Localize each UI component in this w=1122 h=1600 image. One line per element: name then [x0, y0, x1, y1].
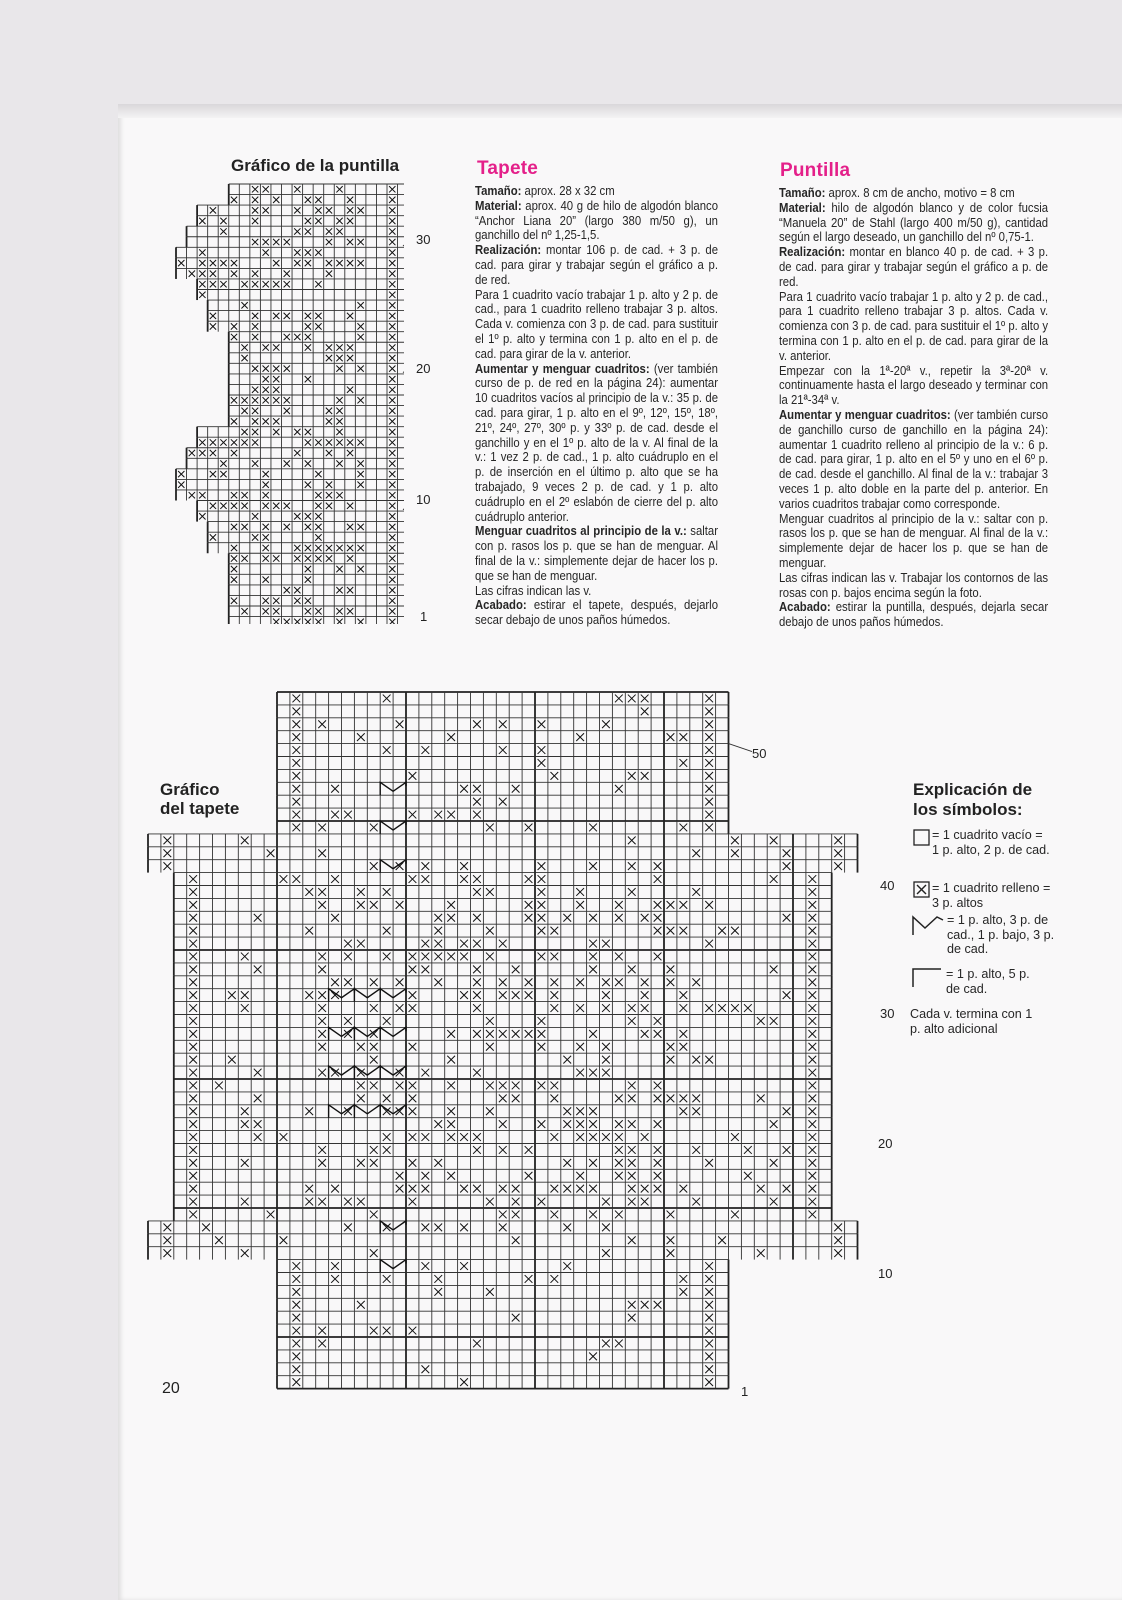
legend-title-line2: los símbolos:: [913, 800, 1023, 819]
tapete-row-label-20: 20: [878, 1136, 893, 1151]
legend-title-line1: Explicación de: [913, 780, 1033, 799]
tapete-paragraph: [475, 598, 718, 628]
puntilla-title: Puntilla: [780, 160, 851, 181]
puntilla-chart-grid: [172, 180, 404, 624]
puntilla-paragraph-label: Aumentar y menguar cuadritos:: [779, 407, 951, 422]
puntilla-paragraph: [779, 571, 1048, 601]
puntilla-paragraph-label: Acabado:: [779, 600, 831, 615]
tapete-paragraph: [475, 584, 718, 599]
puntilla-paragraph: [779, 408, 1048, 512]
tapete-paragraph-label: Tamaño:: [475, 184, 522, 198]
tapete-paragraph: [475, 184, 718, 199]
puntilla-paragraph-text: Para 1 cuadrito vacío trabajar 1 p. alto y 2 p. de cad., para 1 cuadrito relleno trabajar 3 p. altos. Cada v. comienza con 3 p. de cad. para sustituir el 1º p. alto y termina con 1 p. alto en el p. de cad. para girar de la v. anterior.: [779, 289, 1049, 363]
tapete-chart-title-line1: Gráfico: [160, 780, 220, 799]
puntilla-paragraph-text: (ver también curso de ganchillo curso de ganchillo en la página 24): aumentar 1 cuadrito relleno al principio de la v.: 6 p. de cad. para girar, 1 p. alto en el 5º y uno en el 6º p. de cad. desde el ganchillo. Al final de la v.: trabajar 3 veces 1 p. alto doble en la parte del p. anterior. En varios cuadritos trabajar como corresponde.: [779, 407, 1049, 511]
legend-title: [913, 780, 1032, 820]
puntilla-instructions: [779, 186, 1048, 630]
tapete-chart-title-line2: del tapete: [160, 799, 240, 818]
puntilla-paragraph-text: Menguar cuadritos al principio de la v.: saltar con p. rasos los p. que se han de menguar. Al final de la v.: simplemente dejar de hacer los p. que se han de menguar.: [779, 511, 1049, 570]
tapete-row-label-10: 10: [878, 1266, 893, 1281]
tapete-paragraph-text: Las cifras indican las v.: [475, 583, 592, 598]
bridge-stitch-icon: [911, 966, 947, 988]
legend-note: Cada v. termina con 1 p. alto adicional: [910, 1007, 1033, 1036]
tapete-paragraph-label: Acabado:: [475, 598, 527, 613]
tapete-title: Tapete: [477, 158, 539, 179]
tapete-paragraph: [475, 199, 718, 243]
puntilla-paragraph: [779, 600, 1048, 630]
puntilla-chart-title: Gráfico de la puntilla: [231, 156, 400, 175]
puntilla-paragraph-text: Empezar con la 1ª-20ª v., repetir la 3ª-20ª v. continuamente hasta el largo deseado y terminar con la 21ª-34ª v.: [779, 363, 1049, 408]
puntilla-paragraph-text: aprox. 8 cm de ancho, motivo = 8 cm: [825, 186, 1015, 200]
puntilla-row-label-1: 1: [420, 609, 428, 624]
puntilla-row-label-30: 30: [416, 232, 431, 247]
tapete-paragraph-text: saltar con p. rasos los p. que se han de menguar. Al final de la v.: simplemente dejar de hacer los p. que se han de menguar.: [475, 524, 719, 583]
tapete-paragraph: [475, 288, 718, 362]
legend-item-empty: = 1 cuadrito vacío = 1 p. alto, 2 p. de cad.: [932, 828, 1050, 857]
tapete-paragraph: [475, 243, 718, 287]
tapete-row-label-1: 1: [741, 1384, 749, 1399]
legend-item-v-stitch: = 1 p. alto, 3 p. de cad., 1 p. bajo, 3 p. de cad.: [947, 913, 1055, 956]
filled-x-square-icon: [913, 881, 931, 899]
tapete-paragraph-text: aprox. 40 g de hilo de algodón blanco “Anchor Liana 20” (largo 380 m/50 g), un ganchillo del nº 1,25-1,5.: [475, 198, 718, 243]
tapete-row-label-40: 40: [880, 878, 895, 893]
puntilla-paragraph-text: hilo de algodón blanco y de color fucsia “Manuela 20” de Stahl (largo 400 m/50 g), cantidad según el largo deseado, un ganchillo del nº 0,75-1.: [779, 200, 1049, 245]
puntilla-paragraph-label: Tamaño:: [779, 186, 826, 200]
puntilla-paragraph-label: Realización:: [779, 245, 846, 260]
tapete-paragraph: [475, 362, 718, 525]
puntilla-row-label-20: 20: [416, 361, 431, 376]
tapete-paragraph-label: Aumentar y menguar cuadritos:: [475, 361, 650, 376]
page-number: 20: [162, 1380, 180, 1397]
tapete-paragraph-text: Para 1 cuadrito vacío trabajar 1 p. alto y 2 p. de cad., para 1 cuadrito relleno trabajar 3 p. altos. Cada v. comienza con 3 p. de cad. para sustituir el 1º p. alto y termina con 1 p. alto en el p. de cad. para girar de la v. anterior.: [475, 287, 718, 361]
tapete-row-label-50: 50: [752, 746, 767, 761]
v-stitch-icon: [911, 914, 947, 936]
puntilla-paragraph: [779, 245, 1048, 289]
legend-item-bridge: = 1 p. alto, 5 p. de cad.: [946, 967, 1030, 996]
tapete-paragraph-text: aprox. 28 x 32 cm: [521, 184, 615, 198]
tapete-chart-grid: [146, 690, 881, 1396]
tapete-paragraph-text: (ver también curso de p. de red en la página 24): aumentar 10 cuadritos vacíos al principio de la v.: 35 p. de cad. para girar, 1 p. alto en el 9º, 12º, 15º, 18º, 21º, 24º, 27º, 30º p. y 33º p. de cad. desde el ganchillo y en el 1º p. alto de la v. Al final de la v.: 1 vez 2 p. de cad., 1 p. alto cuádruplo en el p. de inserción en el último p. alto que se ha trabajado, 9 veces 2 p. de cad. y 1 p. alto cuádruplo en el 2º eslabón de cierre del p. alto cuádruplo anterior.: [475, 361, 718, 524]
puntilla-paragraph-text: estirar la puntilla, después, dejarla secar debajo de unos paños húmedos.: [779, 600, 1049, 630]
empty-square-icon: [913, 829, 931, 847]
puntilla-paragraph-label: Material:: [779, 200, 826, 215]
tapete-paragraph: [475, 524, 718, 583]
puntilla-paragraph: [779, 364, 1048, 408]
tapete-paragraph-text: estirar el tapete, después, dejarlo secar debajo de unos paños húmedos.: [475, 598, 718, 628]
puntilla-paragraph-text: Las cifras indican las v. Trabajar los contornos de las rosas con p. bajos encima según la foto.: [779, 570, 1049, 600]
tapete-paragraph-label: Menguar cuadritos al principio de la v.:: [475, 524, 687, 539]
puntilla-paragraph: [779, 186, 1048, 201]
tapete-paragraph-text: montar 106 p. de cad. + 3 p. de cad. para girar y trabajar según el gráfico a p. de red.: [475, 243, 718, 287]
puntilla-row-label-10: 10: [416, 492, 431, 507]
puntilla-paragraph: [779, 290, 1048, 364]
puntilla-paragraph-text: montar en blanco 40 p. de cad. + 3 p. de cad. para girar y trabajar según el gráfico a p. de red.: [779, 245, 1049, 289]
tapete-instructions: [475, 184, 718, 628]
puntilla-paragraph: [779, 512, 1048, 571]
puntilla-paragraph: [779, 201, 1048, 245]
tapete-row-label-30: 30: [880, 1006, 895, 1021]
tapete-paragraph-label: Material:: [475, 198, 522, 213]
tapete-paragraph-label: Realización:: [475, 243, 542, 258]
page-top-edge: [118, 104, 1122, 118]
legend-item-filled: = 1 cuadrito relleno = 3 p. altos: [932, 881, 1051, 910]
